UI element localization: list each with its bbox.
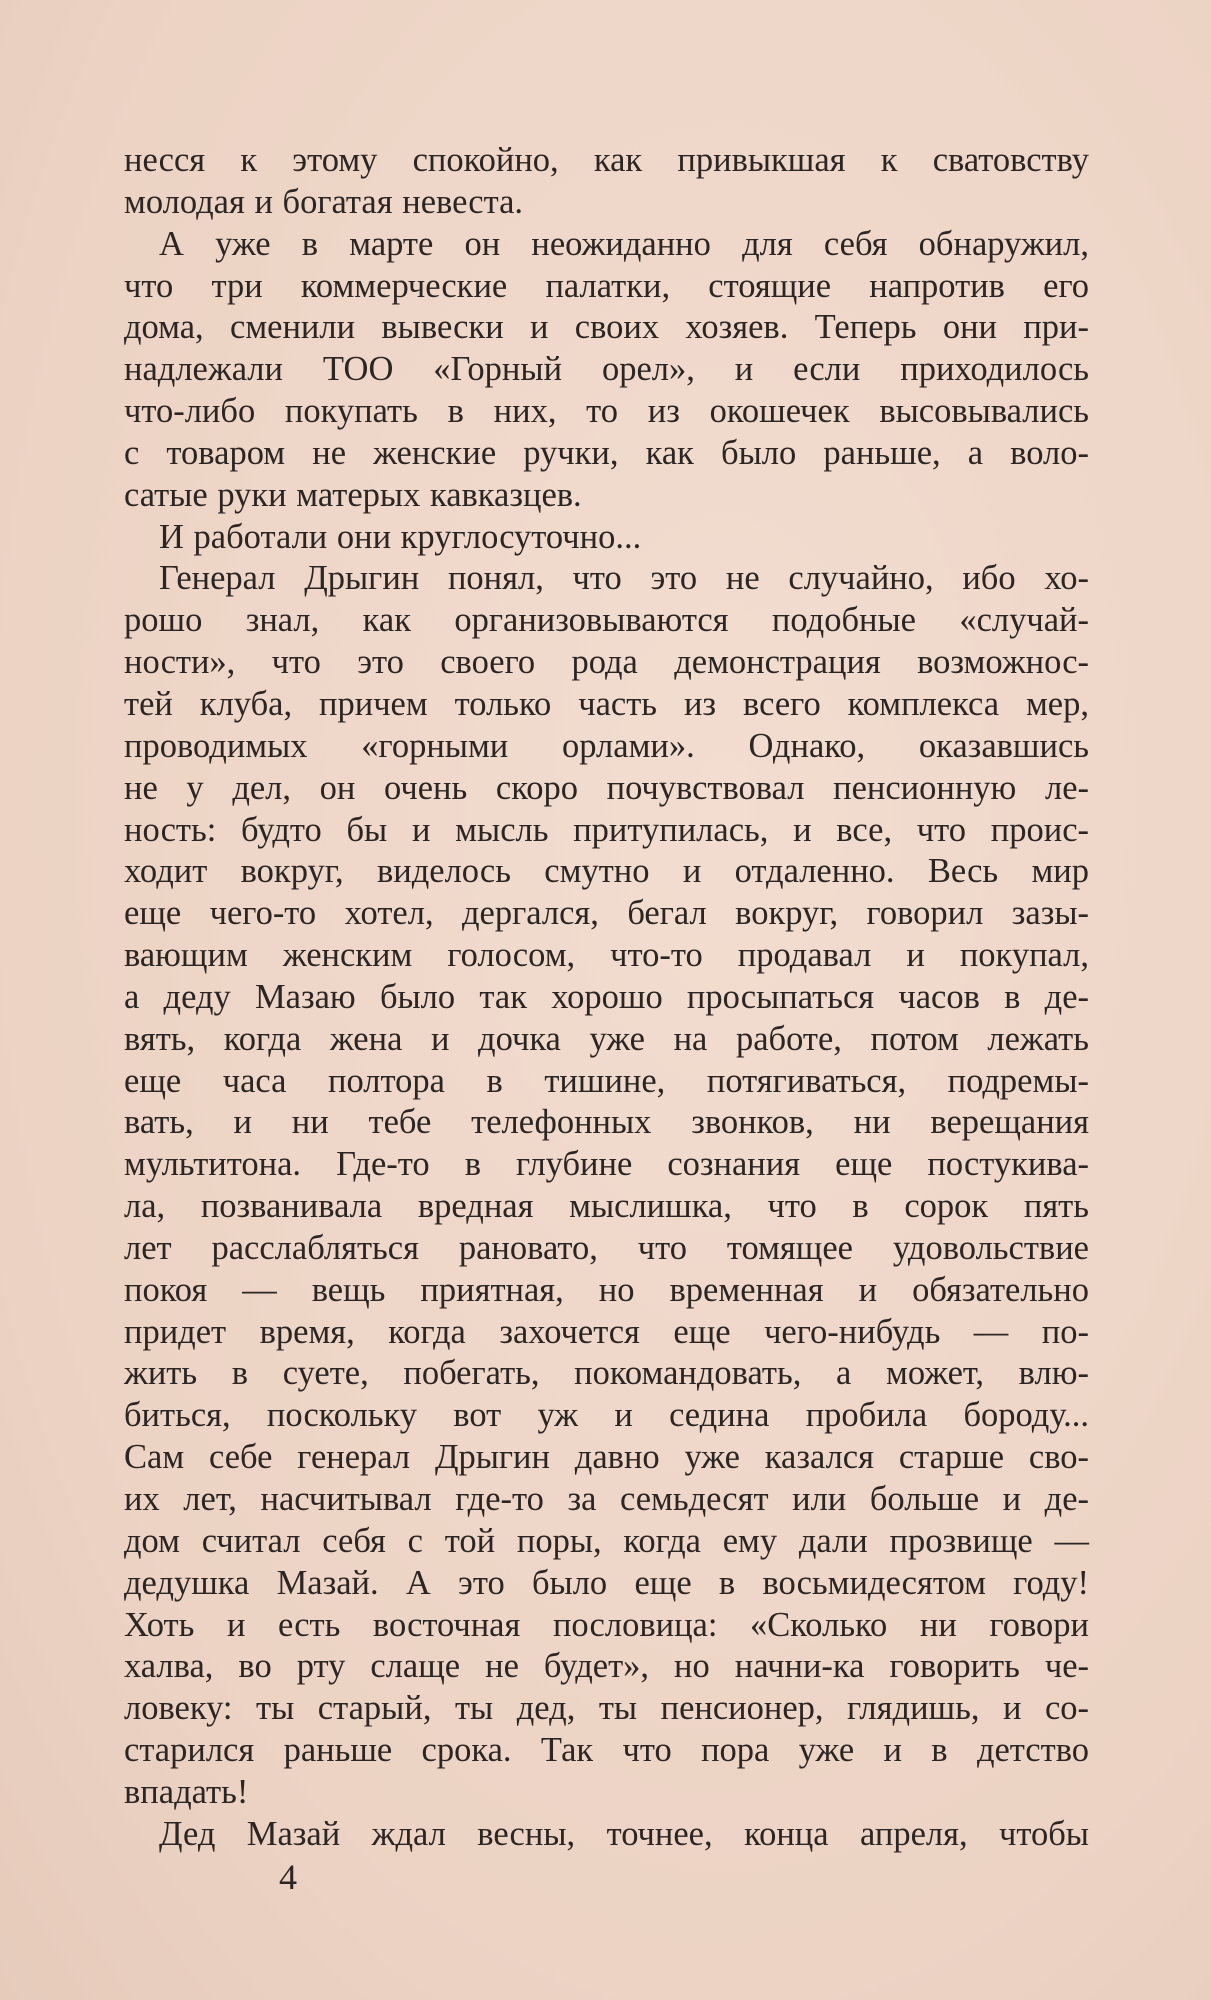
text-line: их лет, насчитывал где-то за семьдесят или больше и де-	[124, 1480, 1089, 1518]
text-line: лет расслабляться рановато, что томящее удовольствие	[124, 1228, 1089, 1267]
text-line: впадать!	[124, 1772, 249, 1811]
text-line: А уже в марте он неожиданно для себя обнаружил,	[159, 224, 1089, 263]
text-line: старился раньше срока. Так что пора уже и в детство	[124, 1731, 1089, 1770]
text-line: ности», что это своего рода демонстрация возможнос-	[124, 643, 1089, 682]
text-line: ловеку: ты старый, ты дед, ты пенсионер, глядишь, и со-	[124, 1689, 1089, 1728]
text-line: придет время, когда захочется еще чего-нибудь — по-	[124, 1312, 1089, 1351]
text-line: халва, во рту слаще не будет», но начни-ка говорить че-	[124, 1647, 1089, 1686]
text-line: с товаром не женские ручки, как было раньше, а воло-	[124, 433, 1089, 472]
text-line: И работали они круглосуточно...	[159, 517, 642, 556]
text-line: дедушка Мазай. А это было еще в восьмидесятом году!	[124, 1563, 1089, 1602]
text-line: несся к этому спокойно, как привыкшая к сватовству	[124, 141, 1089, 179]
text-line: молодая и богатая невеста.	[124, 182, 524, 221]
text-line: покоя — вещь приятная, но временная и обязательно	[124, 1270, 1089, 1309]
text-line: Сам себе генерал Дрыгин давно уже казался старше сво-	[124, 1438, 1089, 1477]
text-line: мультитона. Где-то в глубине сознания еще постукива-	[124, 1145, 1089, 1184]
text-line: вять, когда жена и дочка уже на работе, потом лежать	[124, 1019, 1089, 1058]
text-line: Хоть и есть восточная пословица: «Сколько ни говори	[124, 1605, 1089, 1644]
text-line: не у дел, он очень скоро почувствовал пенсионную ле-	[124, 768, 1089, 807]
text-line: ла, позванивала вредная мыслишка, что в сорок пять	[124, 1187, 1089, 1226]
text-line: жить в суете, побегать, покомандовать, а может, влю-	[124, 1354, 1089, 1393]
text-line: биться, поскольку вот уж и седина пробила бороду...	[124, 1396, 1089, 1435]
text-line: ходит вокруг, виделось смутно и отдаленно. Весь мир	[124, 852, 1089, 891]
text-line: дома, сменили вывески и своих хозяев. Теперь они при-	[124, 308, 1089, 347]
text-line: что три коммерческие палатки, стоящие напротив его	[124, 266, 1089, 305]
text-line: сатые руки матерых кавказцев.	[124, 475, 582, 514]
text-line: дом считал себя с той поры, когда ему дали прозвище —	[124, 1521, 1089, 1560]
page-number: 4	[279, 1857, 297, 1897]
text-line: а деду Мазаю было так хорошо просыпаться часов в де-	[124, 977, 1089, 1016]
text-line: Генерал Дрыгин понял, что это не случайно, ибо хо-	[159, 559, 1089, 598]
text-line: вать, и ни тебе телефонных звонков, ни верещания	[124, 1103, 1089, 1142]
text-line: что-либо покупать в них, то из окошечек высовывались	[124, 392, 1089, 431]
text-line: проводимых «горными орлами». Однако, оказавшись	[124, 726, 1089, 765]
text-line: рошо знал, как организовываются подобные «случай-	[124, 601, 1089, 640]
page-body	[124, 140, 1089, 1856]
text-line: тей клуба, причем только часть из всего комплекса мер,	[124, 684, 1089, 723]
text-line: еще часа полтора в тишине, потягиваться, подремы-	[124, 1061, 1089, 1100]
text-line: еще чего-то хотел, дергался, бегал вокруг, говорил зазы-	[124, 894, 1089, 933]
text-line: Дед Мазай ждал весны, точнее, конца апреля, чтобы	[159, 1814, 1089, 1853]
text-line: вающим женским голосом, что-то продавал и покупал,	[124, 936, 1089, 975]
text-line: надлежали ТОО «Горный орел», и если приходилось	[124, 350, 1089, 389]
text-line: ность: будто бы и мысль притупилась, и все, что проис-	[124, 810, 1089, 849]
